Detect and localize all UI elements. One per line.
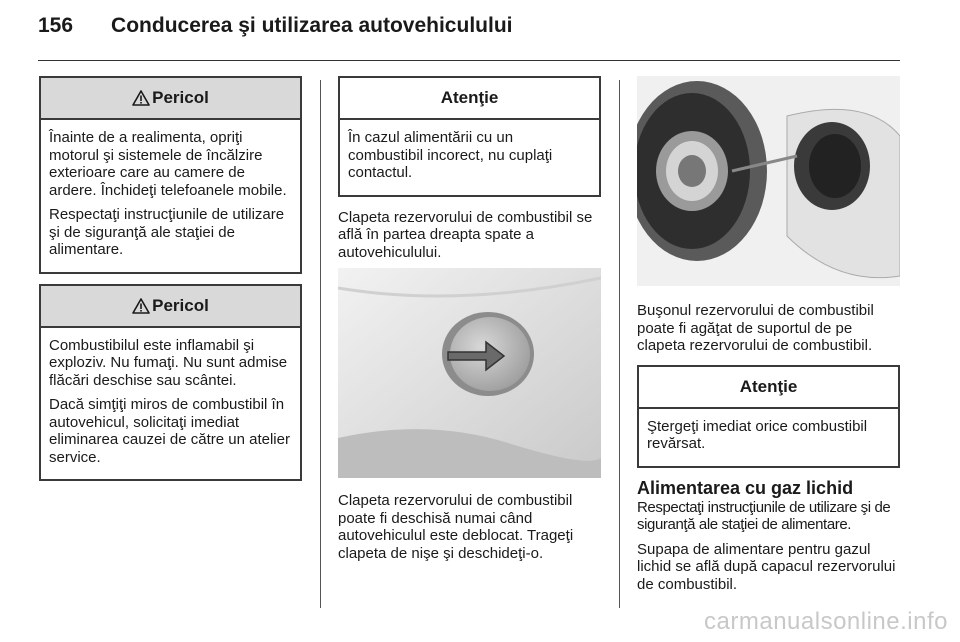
- danger-box-1-text-1: Înainte de a realimenta, opriţi motorul şi sistemele de încălzire exterioare care au camere de ardere. Închideţi telefoanele mobile.: [49, 129, 287, 199]
- caution-box-2-header: Atenţie: [639, 367, 898, 409]
- column-1: [39, 76, 302, 481]
- caution-box-1: [338, 76, 601, 197]
- danger-box-2-header: [41, 286, 300, 328]
- caution-box-2-text: Ştergeţi imediat orice combustibil revărsat.: [647, 417, 868, 452]
- section-title-lpg: Alimentarea cu gaz lichid: [637, 477, 854, 498]
- warning-triangle-icon: [132, 90, 150, 106]
- page-number: 156: [38, 14, 74, 37]
- page-header: [38, 14, 512, 38]
- fuel-cap-image: [637, 76, 900, 286]
- lpg-valve-location-text: Supapa de alimentare pentru gazul lichid se află după capacul rezervorului de combustibil.: [637, 540, 896, 593]
- column-2: [338, 76, 601, 569]
- danger-box-2-text-2: Dacă simţiţi miros de combustibil în autovehicul, solicitaţi imediat eliminarea cauzei de către un atelier service.: [49, 396, 290, 466]
- danger-box-2: [39, 284, 302, 482]
- header-rule: [38, 60, 900, 61]
- danger-box-1: [39, 76, 302, 274]
- danger-box-1-text-2: Respectaţi instrucţiunile de utilizare şi de siguranţă ale staţiei de alimentare.: [49, 206, 285, 258]
- column-3: [637, 76, 900, 600]
- fuel-flap-location-text: Clapeta rezervorului de combustibil se află în partea dreapta spate a autovehiculului.: [338, 208, 593, 261]
- danger-box-2-title: Pericol: [152, 295, 209, 315]
- danger-box-2-text-1: Combustibilul este inflamabil şi exploziv. Nu fumaţi. Nu sunt admise flăcări deschise sau scântei.: [49, 336, 288, 389]
- fuel-flap-closed-image: [338, 268, 601, 478]
- column-divider-2: [619, 80, 620, 608]
- lpg-instructions-text: Respectaţi instrucţiunile de utilizare şi de siguranţă ale staţiei de alimentare.: [637, 498, 891, 533]
- danger-box-1-header: [41, 78, 300, 120]
- page-title: Conducerea şi utilizarea autovehiculului: [111, 14, 513, 37]
- fuel-flap-open-text: Clapeta rezervorului de combustibil poate fi deschisă numai când autovehiculul este deblocat. Trageţi clapeta de nişe şi deschideţi-o.: [338, 492, 574, 562]
- watermark: carmanualsonline.info: [704, 608, 948, 635]
- caution-box-1-header: Atenţie: [340, 78, 599, 120]
- caution-box-1-text: În cazul alimentării cu un combustibil incorect, nu cuplaţi contactul.: [348, 129, 553, 181]
- warning-triangle-icon: [132, 298, 150, 314]
- fuel-cap-hang-text: Buşonul rezervorului de combustibil poate fi agăţat de suportul de pe clapeta rezervorului de combustibil.: [637, 302, 874, 354]
- danger-box-1-title: Pericol: [152, 88, 209, 107]
- caution-box-2: [637, 365, 900, 468]
- column-divider-1: [320, 80, 321, 608]
